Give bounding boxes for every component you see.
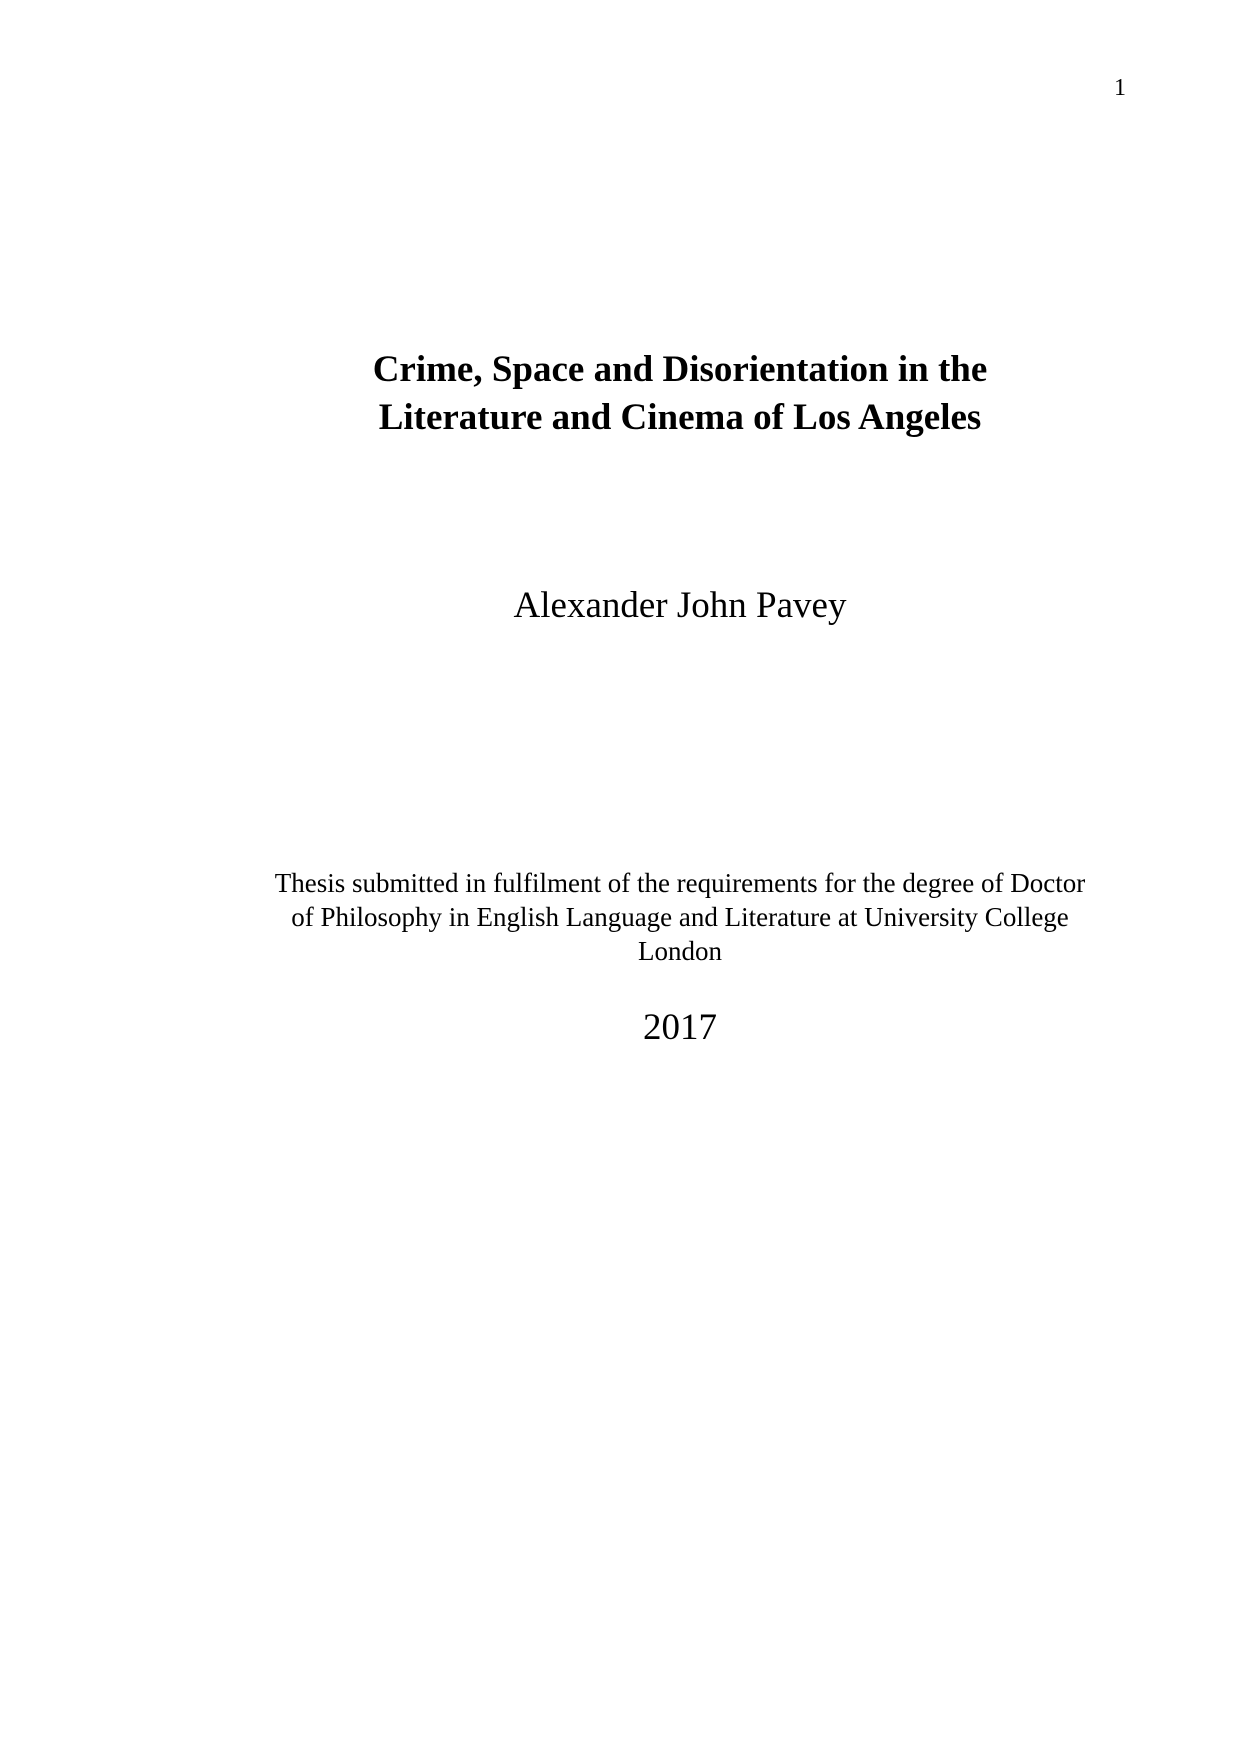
thesis-title-line-2: Literature and Cinema of Los Angeles: [378, 397, 982, 438]
submission-statement-line-1: Thesis submitted in fulfilment of the requirements for the degree of Doctor: [274, 868, 1086, 898]
thesis-title: [240, 346, 1120, 442]
thesis-title-line-1: Crime, Space and Disorientation in the: [372, 349, 988, 390]
page-number: 1: [1114, 75, 1126, 101]
submission-statement-line-2: of Philosophy in English Language and Literature at University College: [291, 902, 1069, 932]
submission-statement-line-3: London: [638, 936, 722, 966]
submission-statement: [240, 866, 1120, 968]
author-name: Alexander John Pavey: [513, 585, 847, 626]
submission-year: 2017: [643, 1007, 717, 1048]
